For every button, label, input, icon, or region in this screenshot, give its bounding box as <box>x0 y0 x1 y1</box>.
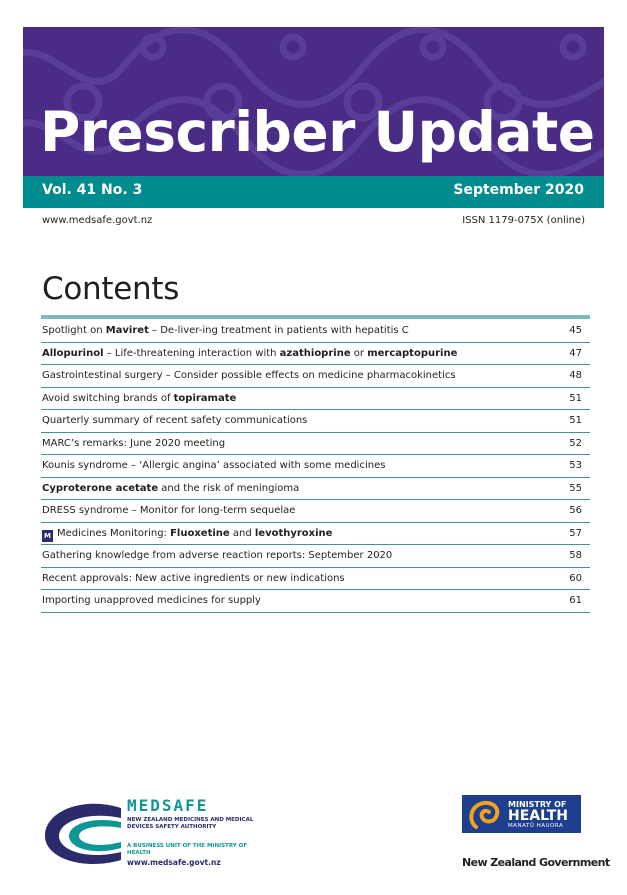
issn-text: ISSN 1179-075X (online) <box>462 215 585 226</box>
toc-page: 57 <box>569 527 582 539</box>
toc-page: 58 <box>569 550 582 561</box>
medicines-monitoring-icon: M <box>42 530 53 542</box>
toc-label[interactable]: Recent approvals: New active ingredients or new indications <box>42 572 345 584</box>
medsafe-subtitle: NEW ZEALAND MEDICINES AND MEDICAL DEVICES SAFETY AUTHORITY <box>127 817 254 830</box>
issue-date: September 2020 <box>453 182 584 198</box>
medsafe-wordmark: MEDSAFE <box>127 796 209 815</box>
ministry-of-health-logo <box>462 795 581 833</box>
toc-label[interactable]: MARC’s remarks: June 2020 meeting <box>42 437 226 449</box>
toc-label[interactable]: Kounis syndrome – ‘Allergic angina’ associated with some medicines <box>42 460 386 471</box>
toc-row[interactable] <box>41 455 590 478</box>
toc-label[interactable]: Avoid switching brands of topiramate <box>42 392 237 404</box>
toc-row[interactable] <box>41 545 590 568</box>
toc-page: 53 <box>569 460 582 471</box>
nz-government-wordmark: New Zealand Government <box>462 856 610 869</box>
toc-page: 47 <box>569 347 582 359</box>
toc-label[interactable]: Gastrointestinal surgery – Consider possible effects on medicine pharmacokinetics <box>42 370 456 381</box>
toc-row[interactable] <box>41 320 590 343</box>
toc-label[interactable]: Cyproterone acetate and the risk of meningioma <box>42 482 300 494</box>
toc-row[interactable] <box>41 500 590 523</box>
toc-page: 51 <box>569 392 582 404</box>
contents-heading: Contents <box>42 271 180 307</box>
contents-rule <box>41 315 590 319</box>
toc-row[interactable] <box>41 478 590 501</box>
moh-line3: MANATŪ HAUORA <box>508 823 564 829</box>
toc-page: 48 <box>569 370 582 381</box>
toc-page: 51 <box>569 415 582 426</box>
toc-row[interactable] <box>41 568 590 591</box>
toc-row[interactable] <box>41 410 590 433</box>
toc-label[interactable]: Spotlight on Maviret – De-liver-ing treatment in patients with hepatitis C <box>42 325 409 336</box>
medsafe-url: www.medsafe.govt.nz <box>127 858 221 867</box>
toc-label[interactable]: DRESS syndrome – Monitor for long-term sequelae <box>42 505 296 516</box>
medsafe-swoosh-icon <box>43 796 123 871</box>
toc-label[interactable]: Allopurinol – Life-threatening interaction with azathioprine or mercaptopurine <box>42 347 458 359</box>
toc-label[interactable]: M Medicines Monitoring: Fluoxetine and levothyroxine <box>42 528 332 542</box>
toc-row[interactable] <box>41 590 590 613</box>
volume-bar <box>23 176 604 208</box>
moh-line2: HEALTH <box>508 808 568 824</box>
masthead-banner <box>23 27 604 176</box>
toc-page: 56 <box>569 505 582 516</box>
table-of-contents <box>41 320 590 613</box>
koru-icon <box>466 799 504 829</box>
moh-line1: MINISTRY OF <box>508 800 567 809</box>
publication-title: Prescriber Update <box>40 100 595 164</box>
website-text: www.medsafe.govt.nz <box>42 215 153 226</box>
toc-page: 60 <box>569 572 582 584</box>
toc-row[interactable] <box>41 343 590 366</box>
toc-page: 45 <box>569 325 582 336</box>
toc-page: 55 <box>569 482 582 494</box>
volume-number: Vol. 41 No. 3 <box>42 182 143 198</box>
toc-row[interactable] <box>41 523 590 546</box>
toc-row[interactable] <box>41 365 590 388</box>
toc-row[interactable] <box>41 433 590 456</box>
toc-row[interactable] <box>41 388 590 411</box>
medsafe-logo <box>43 796 273 871</box>
toc-label[interactable]: Gathering knowledge from adverse reaction reports: September 2020 <box>42 550 393 561</box>
toc-page: 61 <box>569 595 582 606</box>
toc-label[interactable]: Quarterly summary of recent safety communications <box>42 415 308 426</box>
toc-label[interactable]: Importing unapproved medicines for supply <box>42 595 261 606</box>
toc-page: 52 <box>569 437 582 449</box>
medsafe-unit: A BUSINESS UNIT OF THE MINISTRY OF HEALTH <box>127 843 248 856</box>
